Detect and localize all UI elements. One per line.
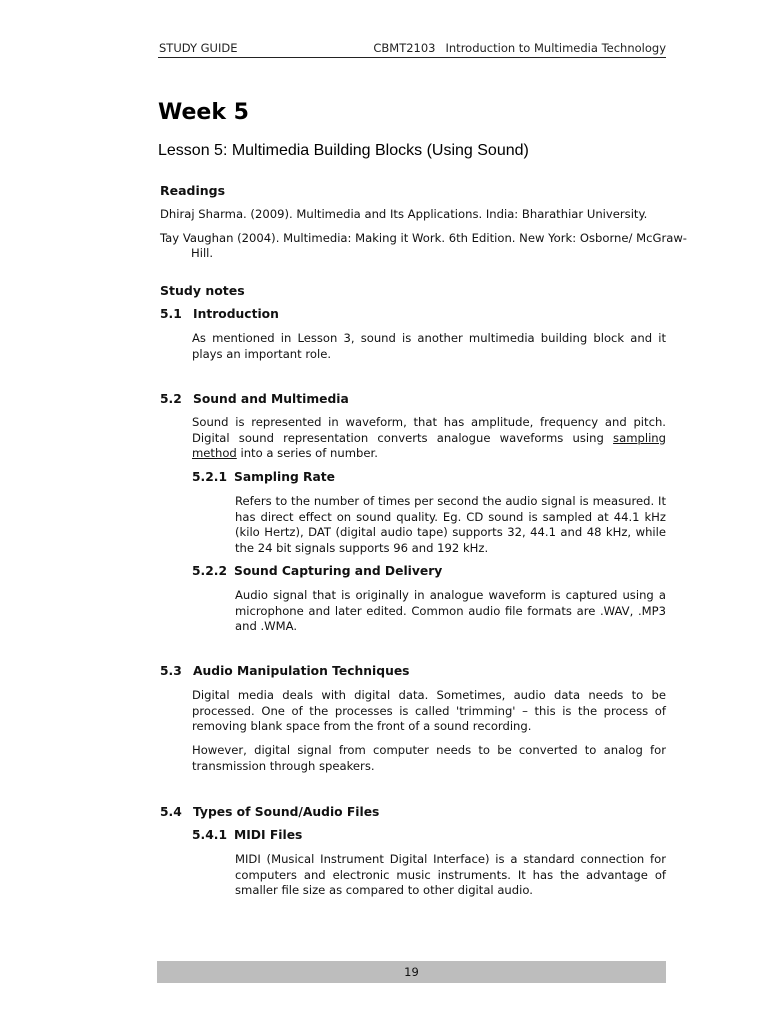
subsection-5-4-1-paragraph: MIDI (Musical Instrument Digital Interface) is a standard connection for computers and electronic music instruments. It has the advantage of smaller file size as compared to other digital audio. xyxy=(235,852,666,897)
subsection-title: Sound Capturing and Delivery xyxy=(234,564,443,578)
section-5-1-paragraph: As mentioned in Lesson 3, sound is another multimedia building block and it plays an important role. xyxy=(192,331,666,361)
subsection-title: MIDI Files xyxy=(234,828,303,842)
page-footer xyxy=(157,961,666,983)
section-5-3-paragraph-2: However, digital signal from computer needs to be converted to analog for transmission through speakers. xyxy=(192,743,666,773)
course-code: CBMT2103 xyxy=(373,41,436,55)
section-title: Introduction xyxy=(193,307,279,321)
reading-item: Tay Vaughan (2004). Multimedia: Making it Work. 6th Edition. New York: Osborne/ McGraw-Hill. xyxy=(160,231,687,260)
page-number: 19 xyxy=(404,965,419,979)
course-title: Introduction to Multimedia Technology xyxy=(445,41,666,55)
section-number: 5.1 xyxy=(160,307,182,321)
subsection-heading-5-2-1 xyxy=(192,470,335,484)
sampling-method-link[interactable]: sampling method xyxy=(192,430,666,460)
section-number: 5.4 xyxy=(160,805,182,819)
lesson-title: Lesson 5: Multimedia Building Blocks (Using Sound) xyxy=(158,142,529,159)
reading-item: Dhiraj Sharma. (2009). Multimedia and Its Applications. India: Bharathiar University. xyxy=(160,207,648,221)
section-number: 5.2 xyxy=(160,392,182,406)
header-label: STUDY GUIDE xyxy=(159,41,238,55)
page-header xyxy=(158,40,666,58)
subsection-title: Sampling Rate xyxy=(234,470,336,484)
section-number: 5.3 xyxy=(160,664,182,678)
header-course xyxy=(373,41,666,55)
subsection-number: 5.2.2 xyxy=(192,564,228,578)
readings-heading: Readings xyxy=(160,183,226,198)
subsection-5-2-2-paragraph: Audio signal that is originally in analogue waveform is captured using a microphone and later edited. Common audio file formats are .WAV, .MP3 and .WMA. xyxy=(235,588,666,633)
subsection-number: 5.4.1 xyxy=(192,828,228,842)
section-heading-5-4 xyxy=(160,805,379,819)
subsection-5-2-1-paragraph: Refers to the number of times per second the audio signal is measured. It has direct effect on sound quality. Eg. CD sound is sampled at 44.1 kHz (kilo Hertz), DAT (digital audio tape) supports 32, 44.1 and 48 kHz, while the 24 bit signals supports 96 and 192 kHz. xyxy=(235,494,666,555)
section-5-3-paragraph-1: Digital media deals with digital data. Sometimes, audio data needs to be processed. One of the processes is called 'trimming' – this is the process of removing blank space from the front of a sound recording. xyxy=(192,688,666,733)
subsection-number: 5.2.1 xyxy=(192,470,228,484)
subsection-heading-5-2-2 xyxy=(192,564,442,578)
section-heading-5-2 xyxy=(160,392,349,406)
section-title: Types of Sound/Audio Files xyxy=(193,805,380,819)
section-heading-5-1 xyxy=(160,307,279,321)
paragraph-text: into a series of number. xyxy=(236,446,378,460)
week-title: Week 5 xyxy=(158,100,249,125)
subsection-heading-5-4-1 xyxy=(192,828,302,842)
section-5-2-paragraph xyxy=(192,415,666,462)
study-notes-heading: Study notes xyxy=(160,283,245,298)
paragraph-text: Sound is represented in waveform, that has amplitude, frequency and pitch. Digital sound representation converts analogue waveforms using xyxy=(192,415,666,445)
section-title: Sound and Multimedia xyxy=(193,392,349,406)
section-heading-5-3 xyxy=(160,664,410,678)
section-title: Audio Manipulation Techniques xyxy=(193,664,410,678)
